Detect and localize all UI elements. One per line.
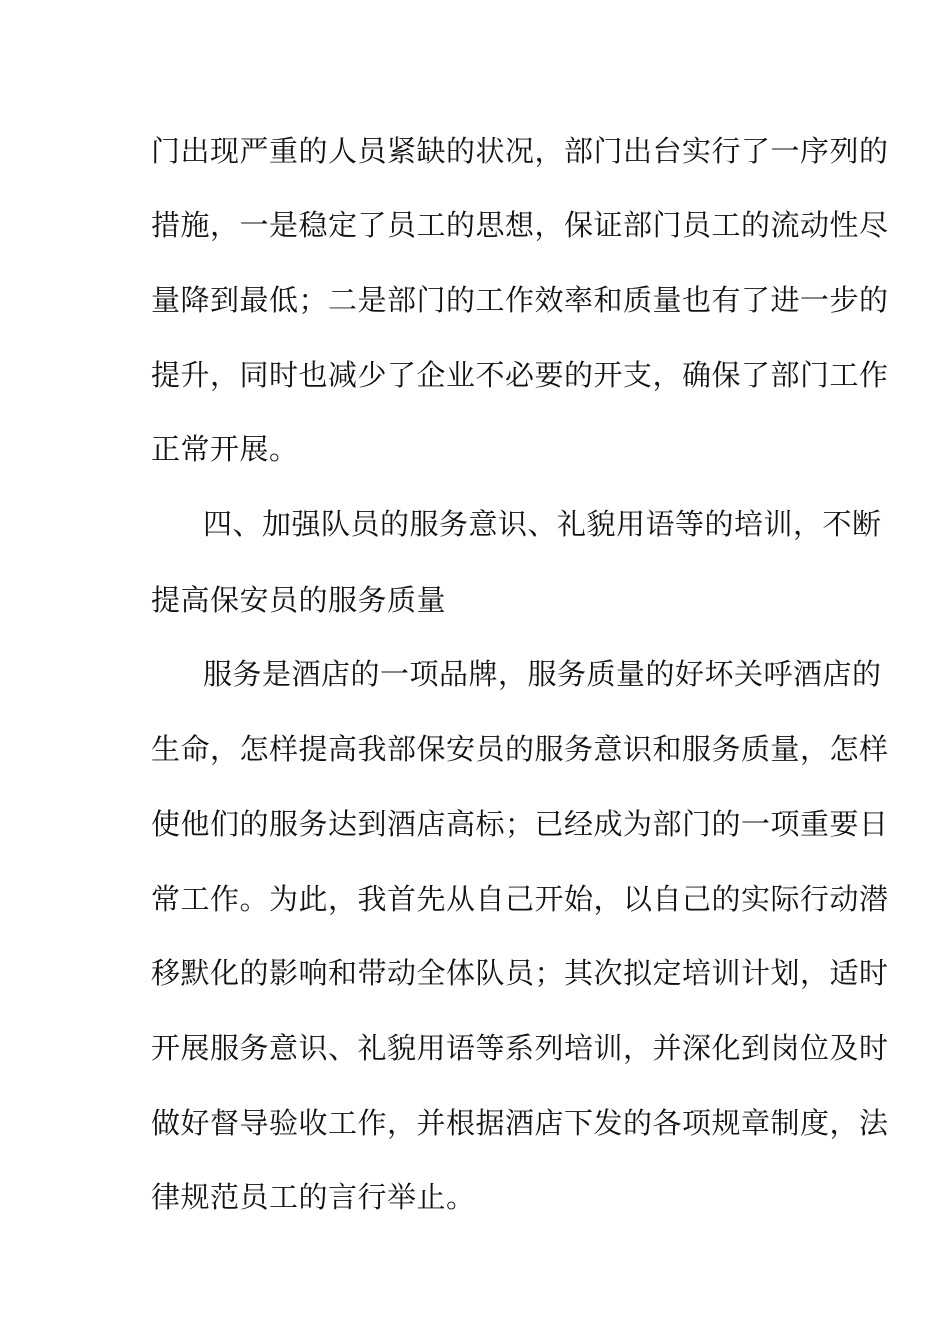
section-heading-line: 提高保安员的服务质量	[151, 583, 447, 617]
paragraph-line: 正常开展。	[151, 432, 299, 466]
paragraph-line: 提升，同时也减少了企业不必要的开支，确保了部门工作	[151, 358, 889, 392]
paragraph-line: 门出现严重的人员紧缺的状况，部门出台实行了一序列的	[151, 134, 889, 168]
paragraph-line: 做好督导验收工作，并根据酒店下发的各项规章制度，法	[151, 1106, 889, 1140]
paragraph-line: 律规范员工的言行举止。	[151, 1180, 476, 1214]
paragraph-line: 生命，怎样提高我部保安员的服务意识和服务质量，怎样	[151, 732, 889, 766]
paragraph-line: 量降到最低；二是部门的工作效率和质量也有了进一步的	[151, 283, 889, 317]
section-heading-line: 四、加强队员的服务意识、礼貌用语等的培训，不断	[203, 507, 882, 541]
paragraph-line: 服务是酒店的一项品牌，服务质量的好坏关呼酒店的	[203, 657, 882, 691]
paragraph-line: 移默化的影响和带动全体队员；其次拟定培训计划，适时	[151, 956, 889, 990]
paragraph-line: 常工作。为此，我首先从自己开始，以自己的实际行动潜	[151, 882, 889, 916]
paragraph-line: 使他们的服务达到酒店高标；已经成为部门的一项重要日	[151, 807, 889, 841]
paragraph-line: 措施，一是稳定了员工的思想，保证部门员工的流动性尽	[151, 208, 889, 242]
paragraph-line: 开展服务意识、礼貌用语等系列培训，并深化到岗位及时	[151, 1031, 889, 1065]
